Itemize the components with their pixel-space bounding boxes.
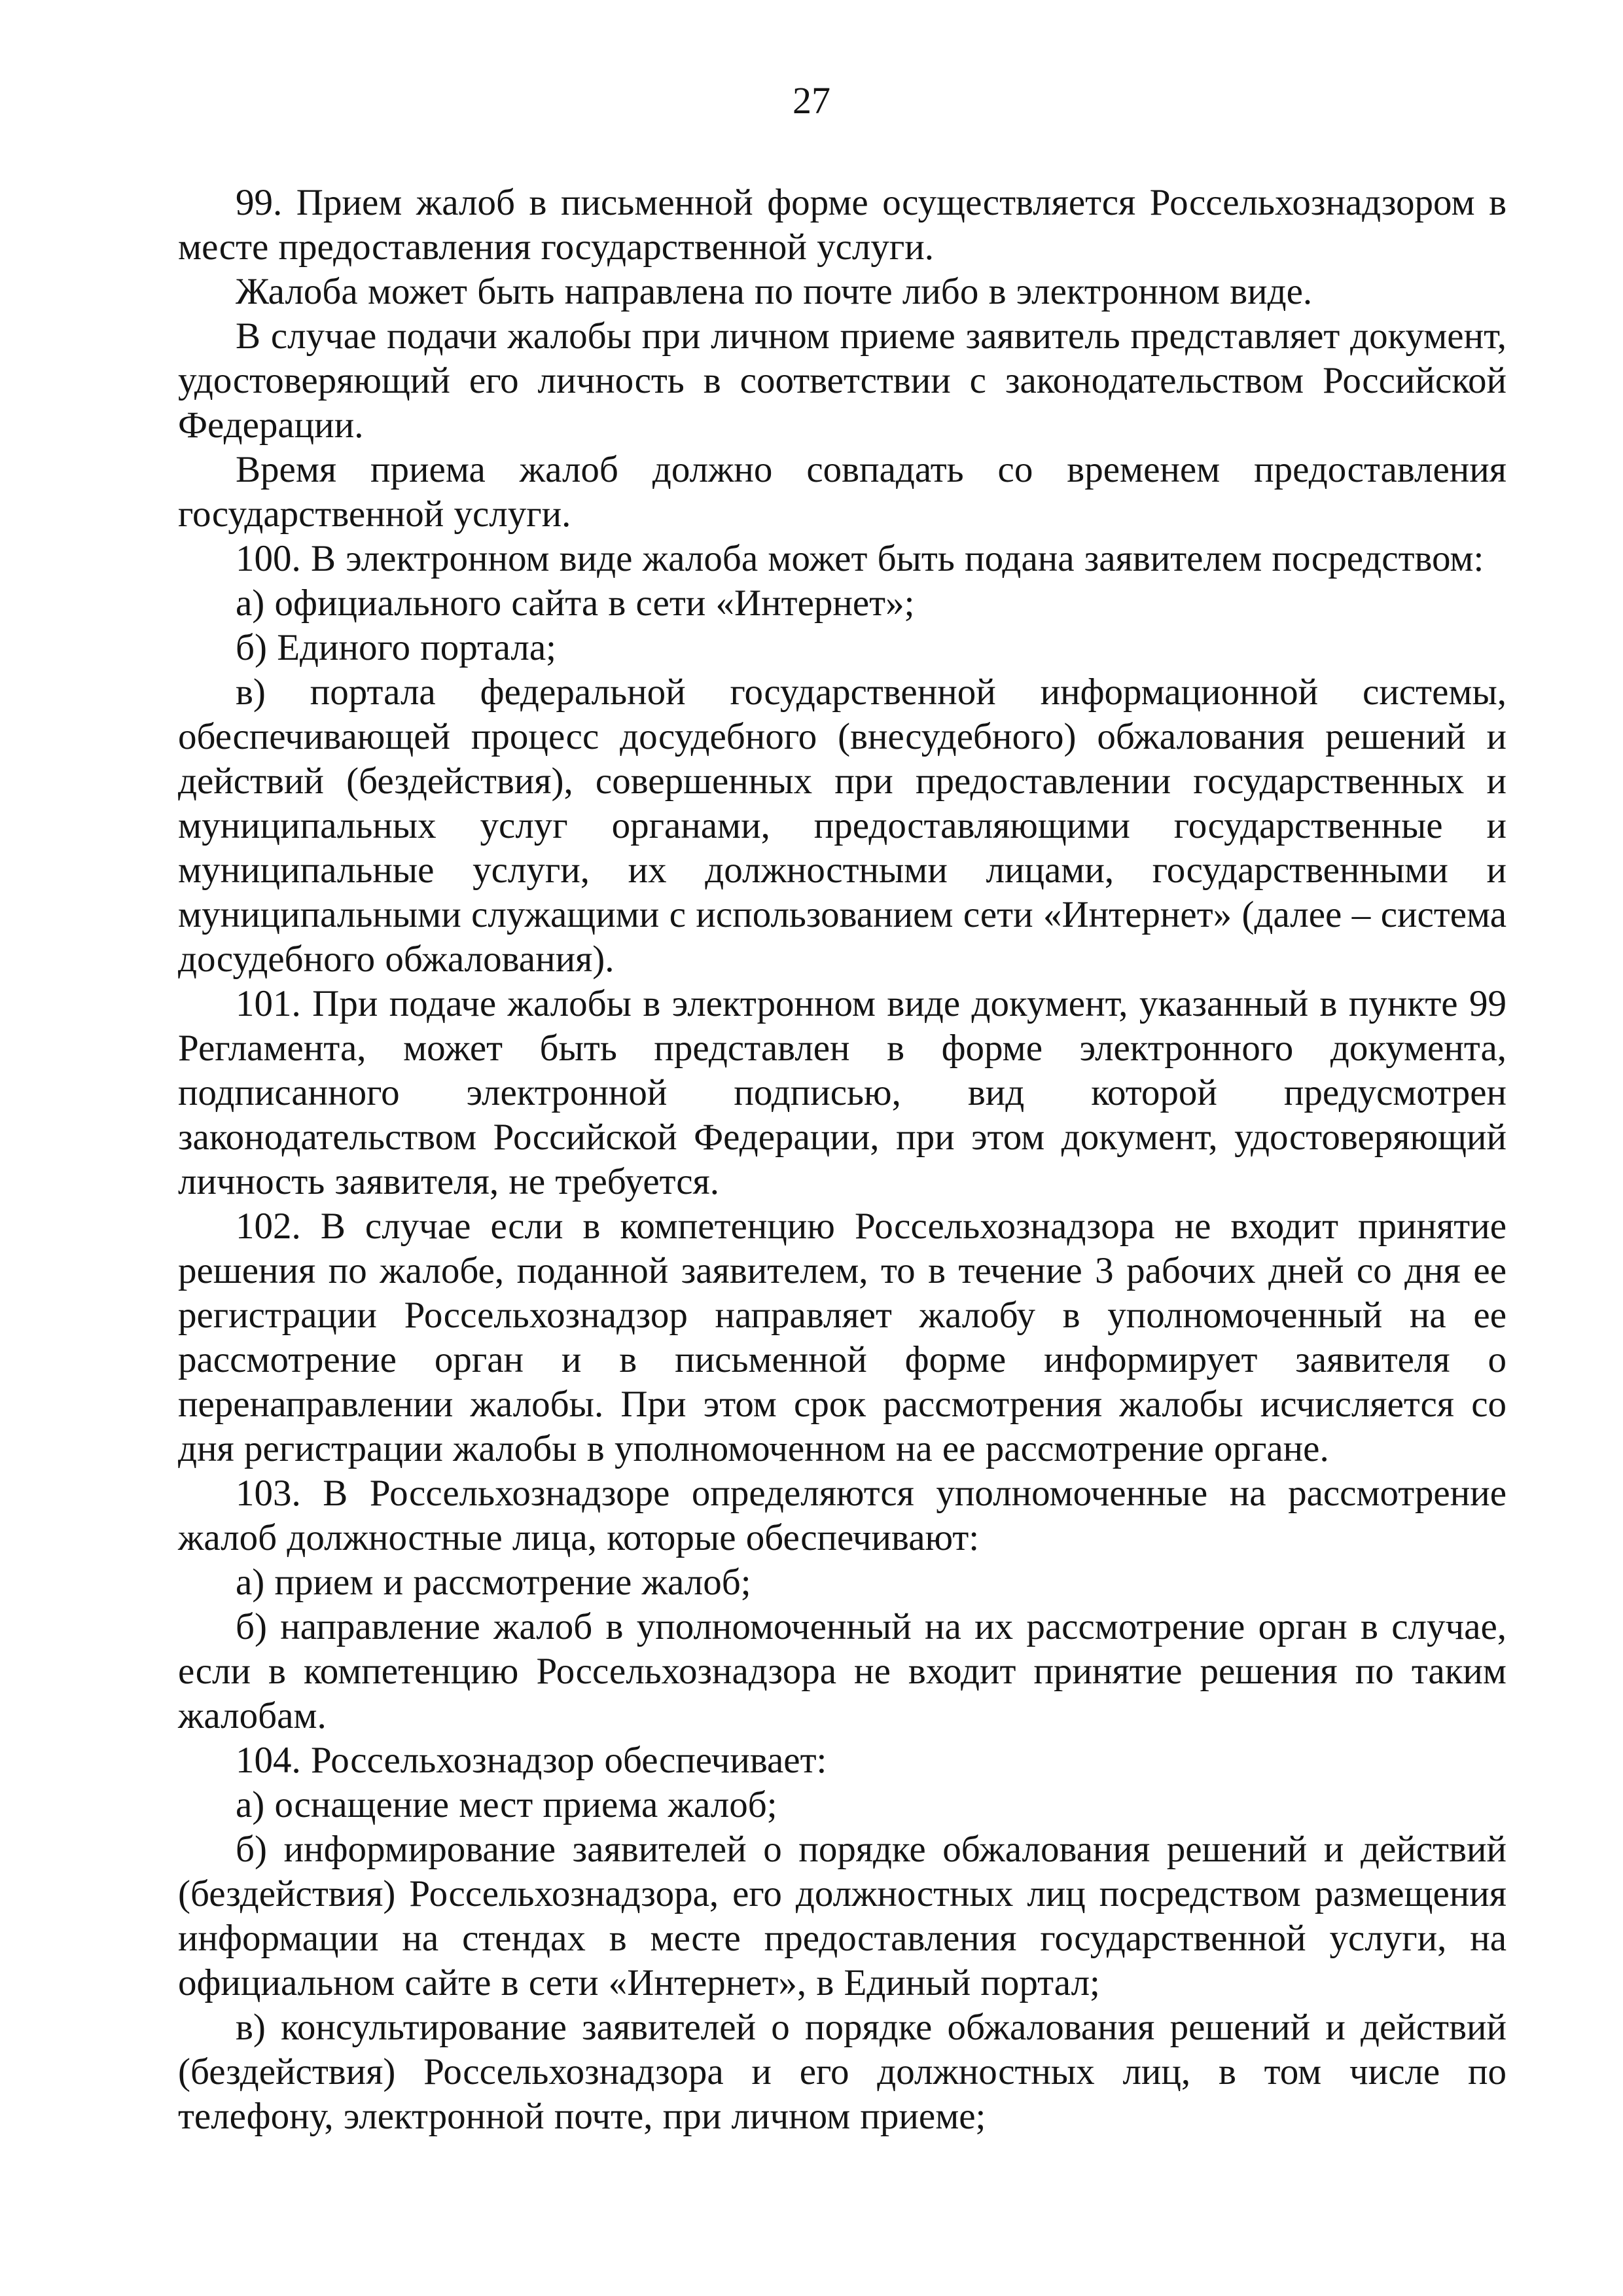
paragraph-103-b: б) направление жалоб в уполномоченный на их рассмотрение орган в случае, если в компетенцию Россельхознадзора не входит принятие решения по таким жалобам. [178,1606,1507,1736]
paragraph-100: 100. В электронном виде жалоба может быть подана заявителем посредством: [236,538,1484,579]
document-body [178,181,1507,2139]
paragraph-103-a: а) прием и рассмотрение жалоб; [236,1562,751,1603]
paragraph-100-c: в) портала федеральной государственной информационной системы, обеспечивающей процесс досудебного (внесудебного) обжалования решений и действий (бездействия), совершенных при предоставлении государственных и муниципальных услуг органами, предоставляющими государственные и муниципальные услуги, их должностными лицами, государственными и муниципальными служащими с использованием сети «Интернет» (далее – система досудебного обжалования). [178,672,1507,980]
paragraph-99-time: Время приема жалоб должно совпадать со временем предоставления государственной услуги. [178,449,1507,535]
paragraph-100-b: б) Единого портала; [236,627,557,668]
page-number: 27 [793,79,830,122]
paragraph-99-delivery: Жалоба может быть направлена по почте либо в электронном виде. [236,271,1313,312]
paragraph-104-a: а) оснащение мест приема жалоб; [236,1784,777,1825]
paragraph-102: 102. В случае если в компетенцию Россельхознадзора не входит принятие решения по жалобе, поданной заявителем, то в течение 3 рабочих дней со дня ее регистрации Россельхознадзор направляет жалобу в уполномоченный на ее рассмотрение орган и в письменной форме информирует заявителя о перенаправлении жалобы. При этом срок рассмотрения жалобы исчисляется со дня регистрации жалобы в уполномоченном на ее рассмотрение органе. [178,1206,1507,1469]
paragraph-104-b: б) информирование заявителей о порядке обжалования решений и действий (бездействия) Россельхознадзора, его должностных лиц посредством размещения информации на стендах в месте предоставления государственной услуги, на официальном сайте в сети «Интернет», в Единый портал; [178,1829,1507,2003]
paragraph-100-a: а) официального сайта в сети «Интернет»; [236,583,915,624]
paragraph-99: 99. Прием жалоб в письменной форме осуществляется Россельхознадзором в месте предоставления государственной услуги. [178,182,1507,268]
paragraph-99-personal: В случае подачи жалобы при личном приеме заявитель представляет документ, удостоверяющий его личность в соответствии с законодательством Российской Федерации. [178,315,1507,446]
paragraph-104: 104. Россельхознадзор обеспечивает: [236,1740,827,1781]
paragraph-101: 101. При подаче жалобы в электронном виде документ, указанный в пункте 99 Регламента, может быть представлен в форме электронного документа, подписанного электронной подписью, вид которой предусмотрен законодательством Российской Федерации, при этом документ, удостоверяющий личность заявителя, не требуется. [178,983,1507,1202]
paragraph-104-c: в) консультирование заявителей о порядке обжалования решений и действий (бездействия) Россельхознадзора и его должностных лиц, в том числе по телефону, электронной почте, при личном приеме; [178,2007,1507,2137]
paragraph-103: 103. В Россельхознадзоре определяются уполномоченные на рассмотрение жалоб должностные лица, которые обеспечивают: [178,1473,1507,1558]
